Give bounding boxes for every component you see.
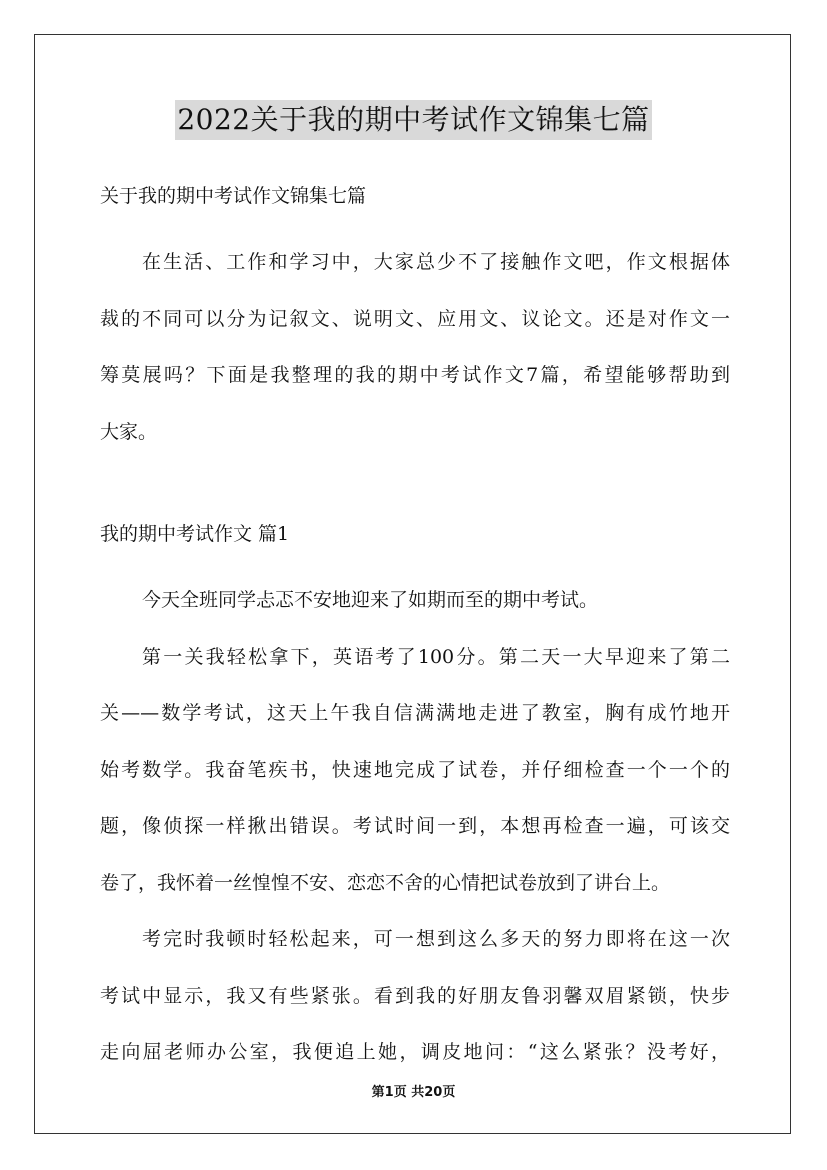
title-container [0, 100, 827, 140]
intro-paragraph [100, 234, 730, 460]
intro-line: 大家。 [100, 420, 158, 443]
paragraph-line: 关——数学考试，这天上午我自信满满地走进了教室，胸有成竹地开 [100, 702, 730, 724]
spacer [100, 216, 730, 234]
paragraph-line: 走向屈老师办公室，我便追上她，调皮地问：“这么紧张？没考好， [100, 1041, 730, 1063]
paragraph-3 [100, 911, 730, 1081]
paragraph-line: 第一关我轻松拿下，英语考了100分。第二天一大早迎来了第二 [142, 645, 730, 668]
document-title: 2022关于我的期中考试作文锦集七篇 [175, 100, 651, 140]
intro-line: 筹莫展吗？下面是我整理的我的期中考试作文7篇，希望能够帮助到 [100, 364, 730, 386]
spacer [100, 554, 730, 572]
paragraph-1: 今天全班同学忐忑不安地迎来了如期而至的期中考试。 [142, 589, 599, 611]
paragraph-line: 考试中显示，我又有些紧张。看到我的好朋友鲁羽馨双眉紧锁，快步 [100, 984, 730, 1007]
paragraph-line: 始考数学。我奋笔疾书，快速地完成了试卷，并仔细检查一个一个的 [100, 758, 730, 781]
page-footer: 第1页 共20页 [371, 1085, 456, 1100]
document-subtitle: 关于我的期中考试作文锦集七篇 [100, 185, 367, 207]
paragraph-line: 考完时我顿时轻松起来，可一想到这么多天的努力即将在这一次 [142, 928, 730, 950]
intro-line: 裁的不同可以分为记叙文、说明文、应用文、议论文。还是对作文一 [100, 307, 730, 330]
section-heading: 我的期中考试作文 篇1 [100, 523, 290, 545]
spacer [100, 460, 730, 514]
paragraph-2 [100, 629, 730, 912]
paragraph-line: 题，像侦探一样揪出错误。考试时间一到，本想再检查一遍，可该交 [100, 815, 730, 837]
paragraph-line: 卷了，我怀着一丝惶惶不安、恋恋不舍的心情把试卷放到了讲台上。 [100, 871, 671, 894]
intro-line: 在生活、工作和学习中，大家总少不了接触作文吧，作文根据体 [142, 251, 730, 273]
document-body [100, 176, 730, 1081]
